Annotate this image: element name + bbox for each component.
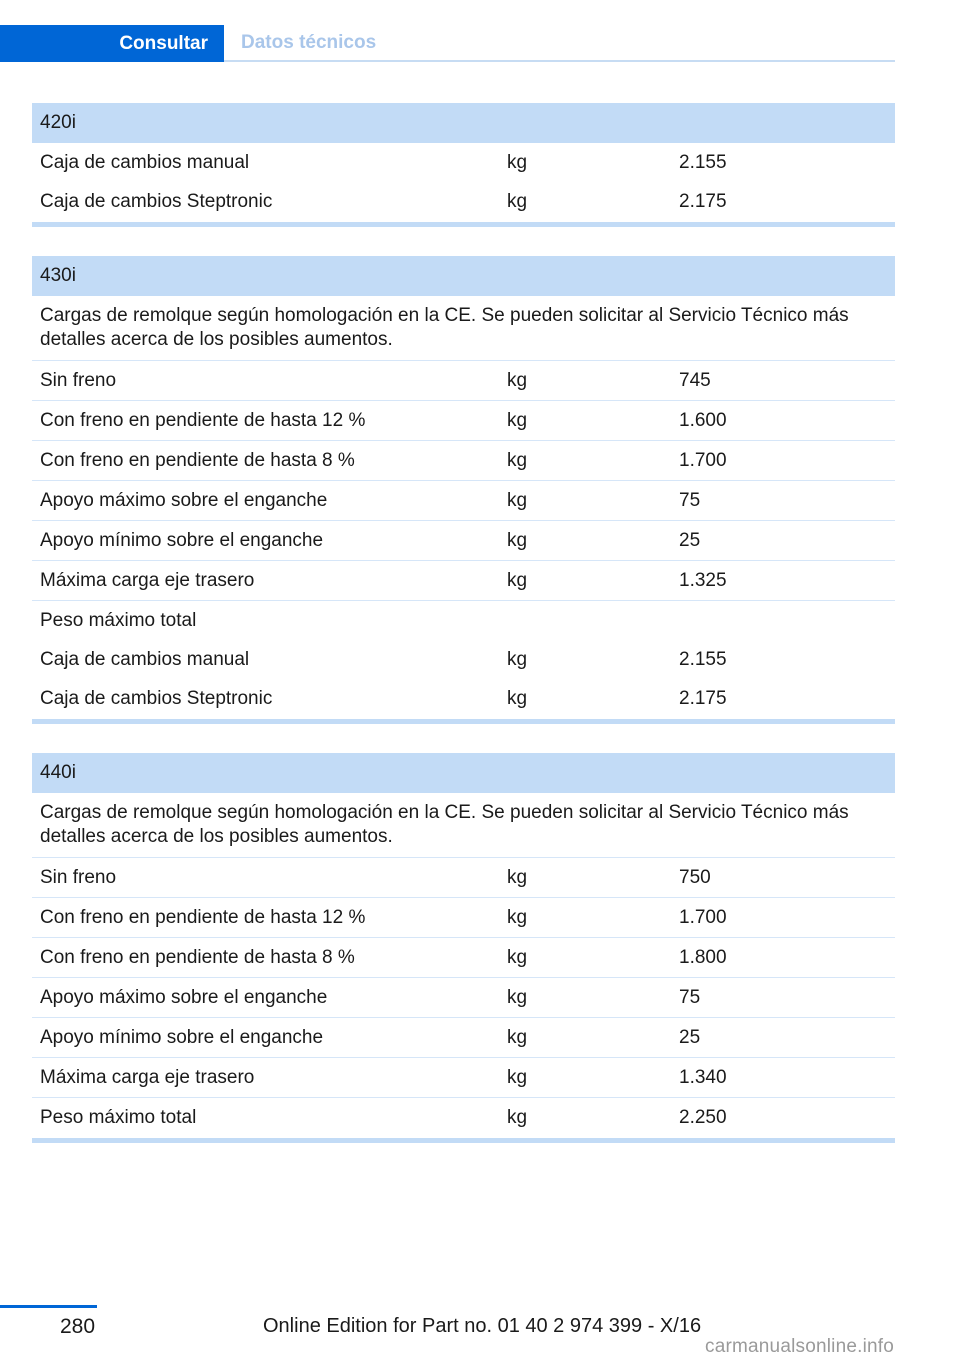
row-label: Peso máximo total <box>40 1107 197 1128</box>
table-row <box>32 361 895 401</box>
row-unit: kg <box>507 906 528 928</box>
row-unit: kg <box>507 409 528 431</box>
row-unit: kg <box>507 449 528 471</box>
tech-data-content <box>32 103 895 1172</box>
section-title: 440i <box>32 753 895 793</box>
watermark-text: carmanualsonline.info <box>705 1336 895 1357</box>
section-note <box>32 296 895 361</box>
row-unit: kg <box>507 688 528 709</box>
row-unit: kg <box>507 569 528 591</box>
row-value: 25 <box>679 1026 701 1048</box>
row-value: 1.700 <box>679 449 727 471</box>
row-unit: kg <box>507 1107 528 1128</box>
row-label: Con freno en pendiente de hasta 8 % <box>40 449 355 471</box>
edition-text: Online Edition for Part no. 01 40 2 974 399 - X/16 <box>263 1315 702 1337</box>
table-row <box>32 401 895 441</box>
row-unit: kg <box>507 1026 528 1048</box>
row-value: 75 <box>679 986 701 1008</box>
note-text: Cargas de remolque según homologación en la CE. Se pueden solicitar al Servicio Técnico más detalles acerca de los posibles aumentos. <box>40 305 849 350</box>
row-label: Caja de cambios Steptronic <box>40 688 273 709</box>
section-title: 420i <box>32 103 895 143</box>
row-value: 2.155 <box>679 151 727 173</box>
row-label: Máxima carga eje trasero <box>40 1066 255 1088</box>
row-value: 25 <box>679 529 701 551</box>
table-row <box>32 978 895 1018</box>
row-unit: kg <box>507 191 528 212</box>
section-420i <box>32 103 895 227</box>
row-label: Apoyo máximo sobre el enganche <box>40 489 328 511</box>
table-row <box>32 481 895 521</box>
section-end-bar <box>32 1138 895 1143</box>
page-header <box>0 25 895 62</box>
subheading-label: Peso máximo total <box>40 609 197 631</box>
table-row <box>32 1058 895 1098</box>
row-label: Sin freno <box>40 866 117 888</box>
subheading-row <box>32 601 895 640</box>
row-value: 1.800 <box>679 946 727 968</box>
footer-accent-bar <box>0 1305 97 1308</box>
tab-consultar[interactable]: Consultar <box>0 25 224 62</box>
row-unit: kg <box>507 648 528 670</box>
row-label: Máxima carga eje trasero <box>40 569 255 591</box>
row-label: Con freno en pendiente de hasta 8 % <box>40 946 355 968</box>
row-value: 1.325 <box>679 569 727 591</box>
tab-datos-tecnicos[interactable]: Datos técnicos <box>241 31 377 53</box>
row-value: 745 <box>679 369 711 391</box>
row-value: 2.155 <box>679 648 727 670</box>
table-row <box>32 938 895 978</box>
row-unit: kg <box>507 1066 528 1088</box>
table-row <box>32 561 895 601</box>
section-end-bar <box>32 719 895 724</box>
section-end-bar <box>32 222 895 227</box>
table-row <box>32 1098 895 1138</box>
row-label: Apoyo máximo sobre el enganche <box>40 986 328 1008</box>
table-row <box>32 1018 895 1058</box>
row-unit: kg <box>507 529 528 551</box>
row-label: Caja de cambios manual <box>40 151 250 173</box>
table-row <box>32 679 895 719</box>
row-value: 750 <box>679 866 711 888</box>
section-title: 430i <box>32 256 895 296</box>
row-label: Sin freno <box>40 369 117 391</box>
row-value: 1.600 <box>679 409 727 431</box>
header-divider <box>224 60 895 62</box>
row-unit: kg <box>507 151 528 173</box>
note-text: Cargas de remolque según homologación en la CE. Se pueden solicitar al Servicio Técnico más detalles acerca de los posibles aumentos. <box>40 802 849 847</box>
row-label: Caja de cambios manual <box>40 648 250 670</box>
row-unit: kg <box>507 866 528 888</box>
row-value: 1.700 <box>679 906 727 928</box>
table-row <box>32 858 895 898</box>
page-number: 280 <box>60 1315 96 1338</box>
row-value: 1.340 <box>679 1066 727 1088</box>
table-row <box>32 441 895 481</box>
row-label: Apoyo mínimo sobre el enganche <box>40 529 324 551</box>
table-row <box>32 898 895 938</box>
row-unit: kg <box>507 986 528 1008</box>
row-unit: kg <box>507 369 528 391</box>
row-unit: kg <box>507 946 528 968</box>
row-label: Con freno en pendiente de hasta 12 % <box>40 906 366 928</box>
row-value: 2.250 <box>679 1107 727 1128</box>
table-row <box>32 640 895 679</box>
table-row <box>32 143 895 182</box>
row-value: 2.175 <box>679 688 727 709</box>
section-440i <box>32 753 895 1143</box>
section-note <box>32 793 895 858</box>
row-value: 2.175 <box>679 191 727 212</box>
row-label: Con freno en pendiente de hasta 12 % <box>40 409 366 431</box>
row-label: Apoyo mínimo sobre el enganche <box>40 1026 324 1048</box>
table-row <box>32 521 895 561</box>
row-unit: kg <box>507 489 528 511</box>
row-value: 75 <box>679 489 701 511</box>
table-row <box>32 182 895 222</box>
row-label: Caja de cambios Steptronic <box>40 191 273 212</box>
section-430i <box>32 256 895 724</box>
